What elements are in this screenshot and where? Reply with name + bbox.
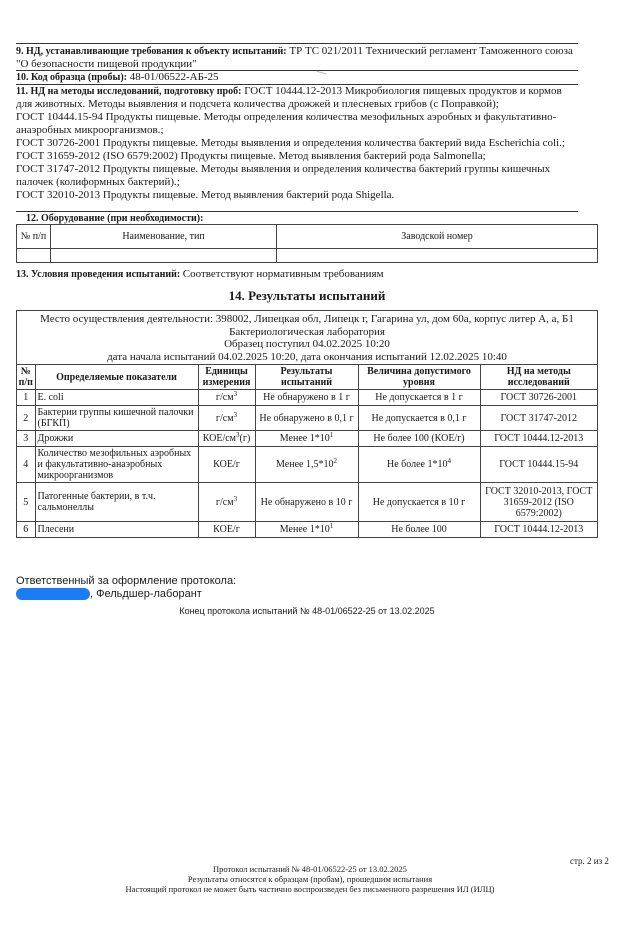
section-11-label: 11. НД на методы исследований, подготовку проб: <box>16 86 242 97</box>
method: ГОСТ 10444.15-94 <box>480 447 597 483</box>
section-13-conditions <box>16 268 384 281</box>
page-number: стр. 2 из 2 <box>570 856 609 866</box>
test-dates: дата начала испытаний 04.02.2025 10:20, дата окончания испытаний 12.02.2025 10:40 <box>107 350 507 363</box>
method-line: ГОСТ 31747-2012 Продукты пищевые. Методы выявления и определения количества бактерий группы кишечных палочек (колиформных бактерий).; <box>16 163 551 188</box>
section-11-methods <box>16 85 578 202</box>
limit: Не более 100 (КОЕ/г) <box>358 431 480 447</box>
row-number: 4 <box>17 447 35 483</box>
row-number: 2 <box>17 406 35 431</box>
cell <box>51 249 277 263</box>
results-header-row <box>17 365 597 390</box>
footer-line: Настоящий протокол не может быть частично воспроизведен без письменного разрешения ИЛ (ИЛЦ) <box>125 884 495 894</box>
divider <box>16 43 578 44</box>
method: ГОСТ 10444.12-2013 <box>480 522 597 538</box>
result: Менее $1*10^1$ <box>255 431 358 447</box>
lab-name: Бактериологическая лаборатория <box>229 325 385 338</box>
indicator: Плесени <box>35 522 198 538</box>
method-line: ГОСТ 32010-2013 Продукты пищевые. Метод выявления бактерий рода Shigella. <box>16 189 395 201</box>
col-header-number: № п/п <box>17 225 51 249</box>
result: Менее $1*10^1$ <box>255 522 358 538</box>
col-header-result: Результаты испытаний <box>255 365 358 390</box>
section-10-value: 48-01/06522-АБ-25 <box>129 71 219 83</box>
method-line: ГОСТ 10444.15-94 Продукты пищевые. Методы определения количества мезофильных аэробных и факультативно-анаэробных микроорганизмов.; <box>16 111 557 136</box>
result: Не обнаружено в 10 г <box>255 483 358 522</box>
section-10-label: 10. Код образца (пробы): <box>16 72 127 83</box>
row-number: 5 <box>17 483 35 522</box>
section-10-sample-code <box>16 71 578 84</box>
row-number: 6 <box>17 522 35 538</box>
results-table <box>17 364 597 538</box>
table-row <box>17 431 597 447</box>
method: ГОСТ 31747-2012 <box>480 406 597 431</box>
footer <box>0 864 620 894</box>
method-line: ГОСТ 10444.12-2013 Микробиология пищевых продуктов и кормов для животных. Методы выявления и подсчета количества дрожжей и плесневых грибов (с Поправкой); <box>16 85 562 110</box>
section-9-value: ТР ТС 021/2011 Технический регламент Таможенного союза "О безопасности пищевой продукции" <box>16 45 573 70</box>
limit: Не допускается в 1 г <box>358 390 480 406</box>
method: ГОСТ 32010-2013, ГОСТ 31659-2012 (ISO 6579:2002) <box>480 483 597 522</box>
limit: Не допускается в 10 г <box>358 483 480 522</box>
section-9-label: 9. НД, устанавливающие требования к объекту испытаний: <box>16 46 287 57</box>
unit: КОЕ/$см^3(г)$ <box>198 431 255 447</box>
col-header-serial: Заводской номер <box>277 225 598 249</box>
section-13-label: 13. Условия проведения испытаний: <box>16 269 181 280</box>
table-row <box>17 390 597 406</box>
indicator: Бактерии группы кишечной палочки (БГКП) <box>35 406 198 431</box>
limit: Не более $1*10^4$ <box>358 447 480 483</box>
responsible-block <box>16 575 236 601</box>
col-header-name: Наименование, тип <box>51 225 277 249</box>
responsible-position: , Фельдшер-лаборант <box>90 588 202 600</box>
results-title: 14. Результаты испытаний <box>228 288 386 303</box>
col-header-method: НД на методы исследований <box>480 365 597 390</box>
row-number: 1 <box>17 390 35 406</box>
table-row <box>17 447 597 483</box>
result: Менее $1,5*10^2$ <box>255 447 358 483</box>
table-row <box>17 406 597 431</box>
indicator: Патогенные бактерии, в т.ч. сальмонеллы <box>35 483 198 522</box>
redacted-name <box>16 588 90 600</box>
unit: $г/см^3$ <box>198 406 255 431</box>
result: Не обнаружено в 1 г <box>255 390 358 406</box>
indicator: Дрожжи <box>35 431 198 447</box>
results-block <box>16 310 598 538</box>
equipment-header-row <box>17 225 598 249</box>
method: ГОСТ 10444.12-2013 <box>480 431 597 447</box>
equipment-row <box>17 249 598 263</box>
unit: $г/см^3$ <box>198 483 255 522</box>
col-header-indicator: Определяемые показатели <box>35 365 198 390</box>
cell <box>17 249 51 263</box>
result: Не обнаружено в 0,1 г <box>255 406 358 431</box>
table-row <box>17 483 597 522</box>
cell <box>277 249 598 263</box>
responsible-label: Ответственный за оформление протокола: <box>16 575 237 587</box>
unit: КОЕ/г <box>198 447 255 483</box>
section-9-standards <box>16 45 578 71</box>
row-number: 3 <box>17 431 35 447</box>
table-row <box>17 522 597 538</box>
end-note: Конец протокола испытаний № 48-01/06522-25 от 13.02.2025 <box>179 606 435 616</box>
limit: Не допускается в 0,1 г <box>358 406 480 431</box>
section-12-label: 12. Оборудование (при необходимости): <box>26 213 204 224</box>
location: Место осуществления деятельности: 398002, Липецкая обл, Липецк г, Гагарина ул, дом 60а, корпус литер А, а, Б1 <box>40 313 574 325</box>
method: ГОСТ 30726-2001 <box>480 390 597 406</box>
col-header-unit: Единицы измерения <box>198 365 255 390</box>
col-header-limit: Величина допустимого уровня <box>358 365 480 390</box>
col-header-number: № п/п <box>17 365 35 390</box>
method-line: ГОСТ 30726-2001 Продукты пищевые. Методы выявления и определения количества бактерий вида Escherichia coli.; <box>16 137 565 149</box>
equipment-table <box>16 224 598 263</box>
footer-line: Протокол испытаний № 48-01/06522-25 от 13.02.2025 <box>213 864 407 874</box>
received-date: Образец поступил 04.02.2025 10:20 <box>224 338 390 350</box>
unit: КОЕ/г <box>198 522 255 538</box>
indicator: E. coli <box>35 390 198 406</box>
unit: $г/см^3$ <box>198 390 255 406</box>
indicator: Количество мезофильных аэробных и факультативно-анаэробных микроорганизмов <box>35 447 198 483</box>
method-line: ГОСТ 31659-2012 (ISO 6579:2002) Продукты пищевые. Метод выявления бактерий рода Salmonella; <box>16 150 486 162</box>
results-header <box>17 311 597 364</box>
limit: Не более 100 <box>358 522 480 538</box>
footer-line: Результаты относятся к образцам (пробам), прошедшим испытания <box>187 874 433 884</box>
section-13-value: Соответствуют нормативным требованиям <box>182 268 384 280</box>
